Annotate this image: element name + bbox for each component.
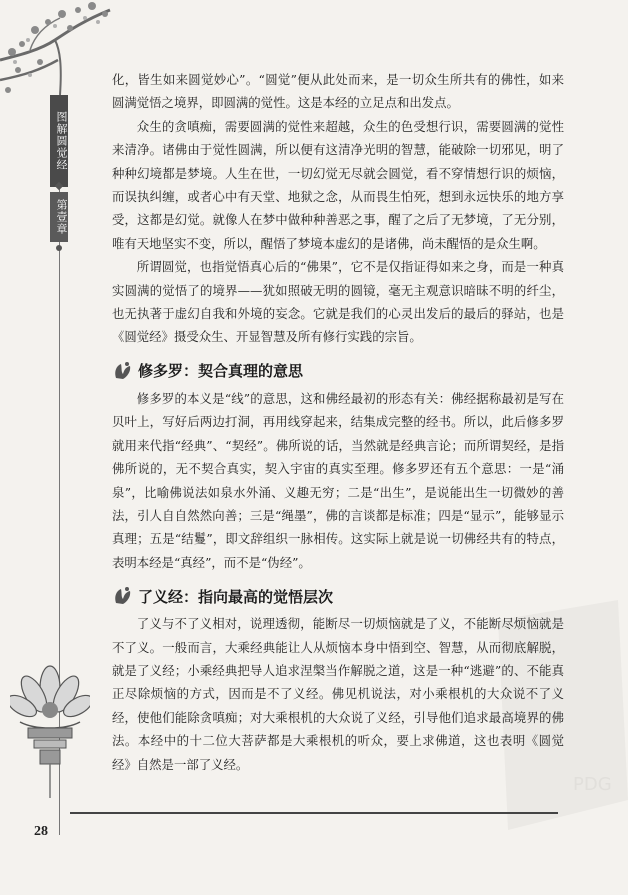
tree-branch-decoration [0, 0, 120, 110]
paragraph: 化，皆生如来圆觉妙心”。“圆觉”便从此处而来，是一切众生所共有的佛性，如来圆满觉悟之境界，即圆满的觉性。这是本经的立足点和出发点。 [112, 72, 564, 111]
section-heading [112, 359, 564, 383]
chapter-tab: 第壹章 [50, 192, 68, 242]
paragraph: 了义与不了义相对，说理透彻，能断尽一切烦恼就是了义，不能断尽烦恼就是不了义。一般而言，大乘经典能让人从烦恼本身中悟到空、智慧，从而彻底解脱，就是了义经；小乘经典把导人追求涅槃当作解脱之道，这是一种“逃避”的、不能真正尽除烦恼的方式，因而是不了义经。佛见机说法，对小乘根机的大众说不了义经，使他们能除贪嗔痴；对大乘根机的大众说了义经，引导他们追求最高境界的佛法。本经中的十二位大菩萨都是大乘根机的听众，要上求佛道，这也表明《圆觉经》自然是一部了义经。 [112, 616, 564, 772]
section-heading-text: 修多罗：契合真理的意思 [138, 362, 304, 381]
lotus-hand-icon [112, 360, 134, 382]
footer-rule [70, 812, 558, 814]
lotus-hand-icon [112, 585, 134, 607]
paragraph: 所谓圆觉，也指觉悟真心后的“佛果”，它不是仅指证得如来之身，而是一种真实圆满的觉悟了的境界——犹如照破无明的圆镜，毫无主观意识暗昧不明的纤尘，也无执著于虚幻自我和外境的妄念。它就是我们的心灵出发后的最后的驿站，也是《圆觉经》摄受众生、开显智慧及所有修行实践的宗旨。 [112, 259, 564, 345]
section-heading [112, 584, 564, 608]
sidebar-dot-ornament [56, 245, 62, 251]
main-text [112, 68, 564, 776]
lotus-decoration [10, 648, 90, 798]
watermark-text: PDG [573, 774, 612, 795]
paragraph: 众生的贪嗔痴，需要圆满的觉性来超越，众生的色受想行识，需要圆满的觉性来清净。诸佛由于觉性圆满，所以便有这清净光明的智慧，能破除一切邪见，明了种种幻境都是梦境。人生在世，一切幻觉无尽就会圆觉，看不穿情想行识的烦恼，而误执纠缠，或者心中有天堂、地狱之念，从而畏生怕死，想到永远快乐的地方享受，这都是幻觉。就像人在梦中做种种善恶之事，醒了之后了无梦境，了无分别，唯有天地坚实不变，所以，醒悟了梦境本虚幻的是诸佛，尚未醒悟的是众生啊。 [112, 118, 564, 251]
page-number: 28 [34, 824, 48, 839]
book-title-tab: 图解圆觉经 [50, 95, 68, 187]
section-heading-text: 了义经：指向最高的觉悟层次 [138, 587, 334, 606]
paragraph: 修多罗的本义是“线”的意思，这和佛经最初的形态有关：佛经据称最初是写在贝叶上，写好后两边打洞，再用线穿起来，结集成完整的经书。所以，此后修多罗就用来代指“经典”、“契经”。佛所说的话，当然就是经典言论；而所谓契经，是指佛所说的，无不契合真实，契入宇宙的真实至理。修多罗还有五个意思：一是“涌泉”，比喻佛说法如泉水外涌、义趣无穷；二是“出生”，是说能出生一切微妙的善法，引人自自然然向善；三是“绳墨”，佛的言谈都是标准；四是“显示”，能够显示真理；五是“结鬘”，即文辞组织一脉相传。这实际上就是说一切佛经共有的特点，表明本经是“真经”，而不是“伪经”。 [112, 390, 564, 570]
